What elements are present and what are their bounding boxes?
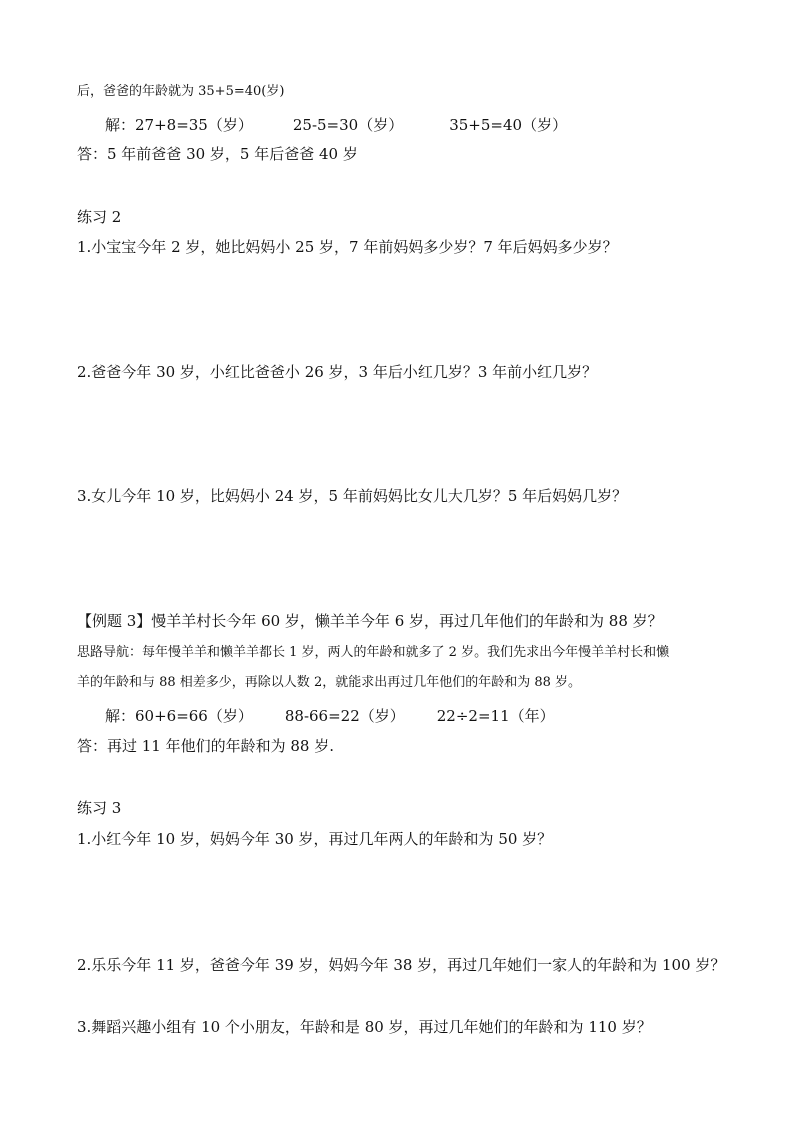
example-3-hint-line-1: 思路导航：每年慢羊羊和懒羊羊都长 1 岁，两人的年龄和就多了 2 岁。我们先求出今年慢羊羊村长和懒 — [77, 645, 670, 660]
continued-text: 后，爸爸的年龄就为 35+5=40(岁) — [77, 84, 285, 99]
exercise-3-question-3: 3.舞蹈兴趣小组有 10 个小朋友，年龄和是 80 岁，再过几年她们的年龄和为 110 岁？ — [77, 1018, 652, 1036]
exercise-3-question-2: 2.乐乐今年 11 岁，爸爸今年 39 岁，妈妈今年 38 岁，再过几年她们一家人的年龄和为 100 岁？ — [77, 956, 726, 974]
exercise-2-title: 练习 2 — [77, 208, 122, 226]
answer-1: 答：5 年前爸爸 30 岁，5 年后爸爸 40 岁 — [77, 145, 358, 163]
exercise-2-question-1: 1.小宝宝今年 2 岁，她比妈妈小 25 岁，7 年前妈妈多少岁？7 年后妈妈多少岁？ — [77, 238, 618, 256]
example-3-hint-line-2: 羊的年龄和与 88 相差多少，再除以人数 2，就能求出再过几年他们的年龄和为 88 岁。 — [77, 675, 582, 690]
example-3-answer: 答：再过 11 年他们的年龄和为 88 岁. — [77, 737, 335, 755]
solution-1-step-a: 解：27+8=35（岁） — [105, 116, 253, 134]
exercise-3-question-1: 1.小红今年 10 岁，妈妈今年 30 岁，再过几年两人的年龄和为 50 岁？ — [77, 830, 553, 848]
exercise-3-title: 练习 3 — [77, 799, 122, 817]
example-3-title: 【例题 3】慢羊羊村长今年 60 岁，懒羊羊今年 6 岁，再过几年他们的年龄和为 88 岁？ — [77, 612, 663, 630]
example-3-solution — [105, 706, 555, 726]
example-3-step-a: 解：60+6=66（岁） — [105, 707, 253, 725]
solution-1-step-c: 35+5=40（岁） — [449, 116, 568, 134]
exercise-2-question-3: 3.女儿今年 10 岁，比妈妈小 24 岁，5 年前妈妈比女儿大几岁？5 年后妈妈几岁？ — [77, 487, 628, 505]
solution-1 — [105, 115, 567, 135]
solution-1-step-b: 25-5=30（岁） — [292, 116, 404, 134]
example-3-step-c: 22÷2=11（年） — [436, 707, 555, 725]
example-3-step-b: 88-66=22（岁） — [284, 707, 405, 725]
exercise-2-question-2: 2.爸爸今年 30 岁，小红比爸爸小 26 岁，3 年后小红几岁？3 年前小红几岁？ — [77, 363, 598, 381]
